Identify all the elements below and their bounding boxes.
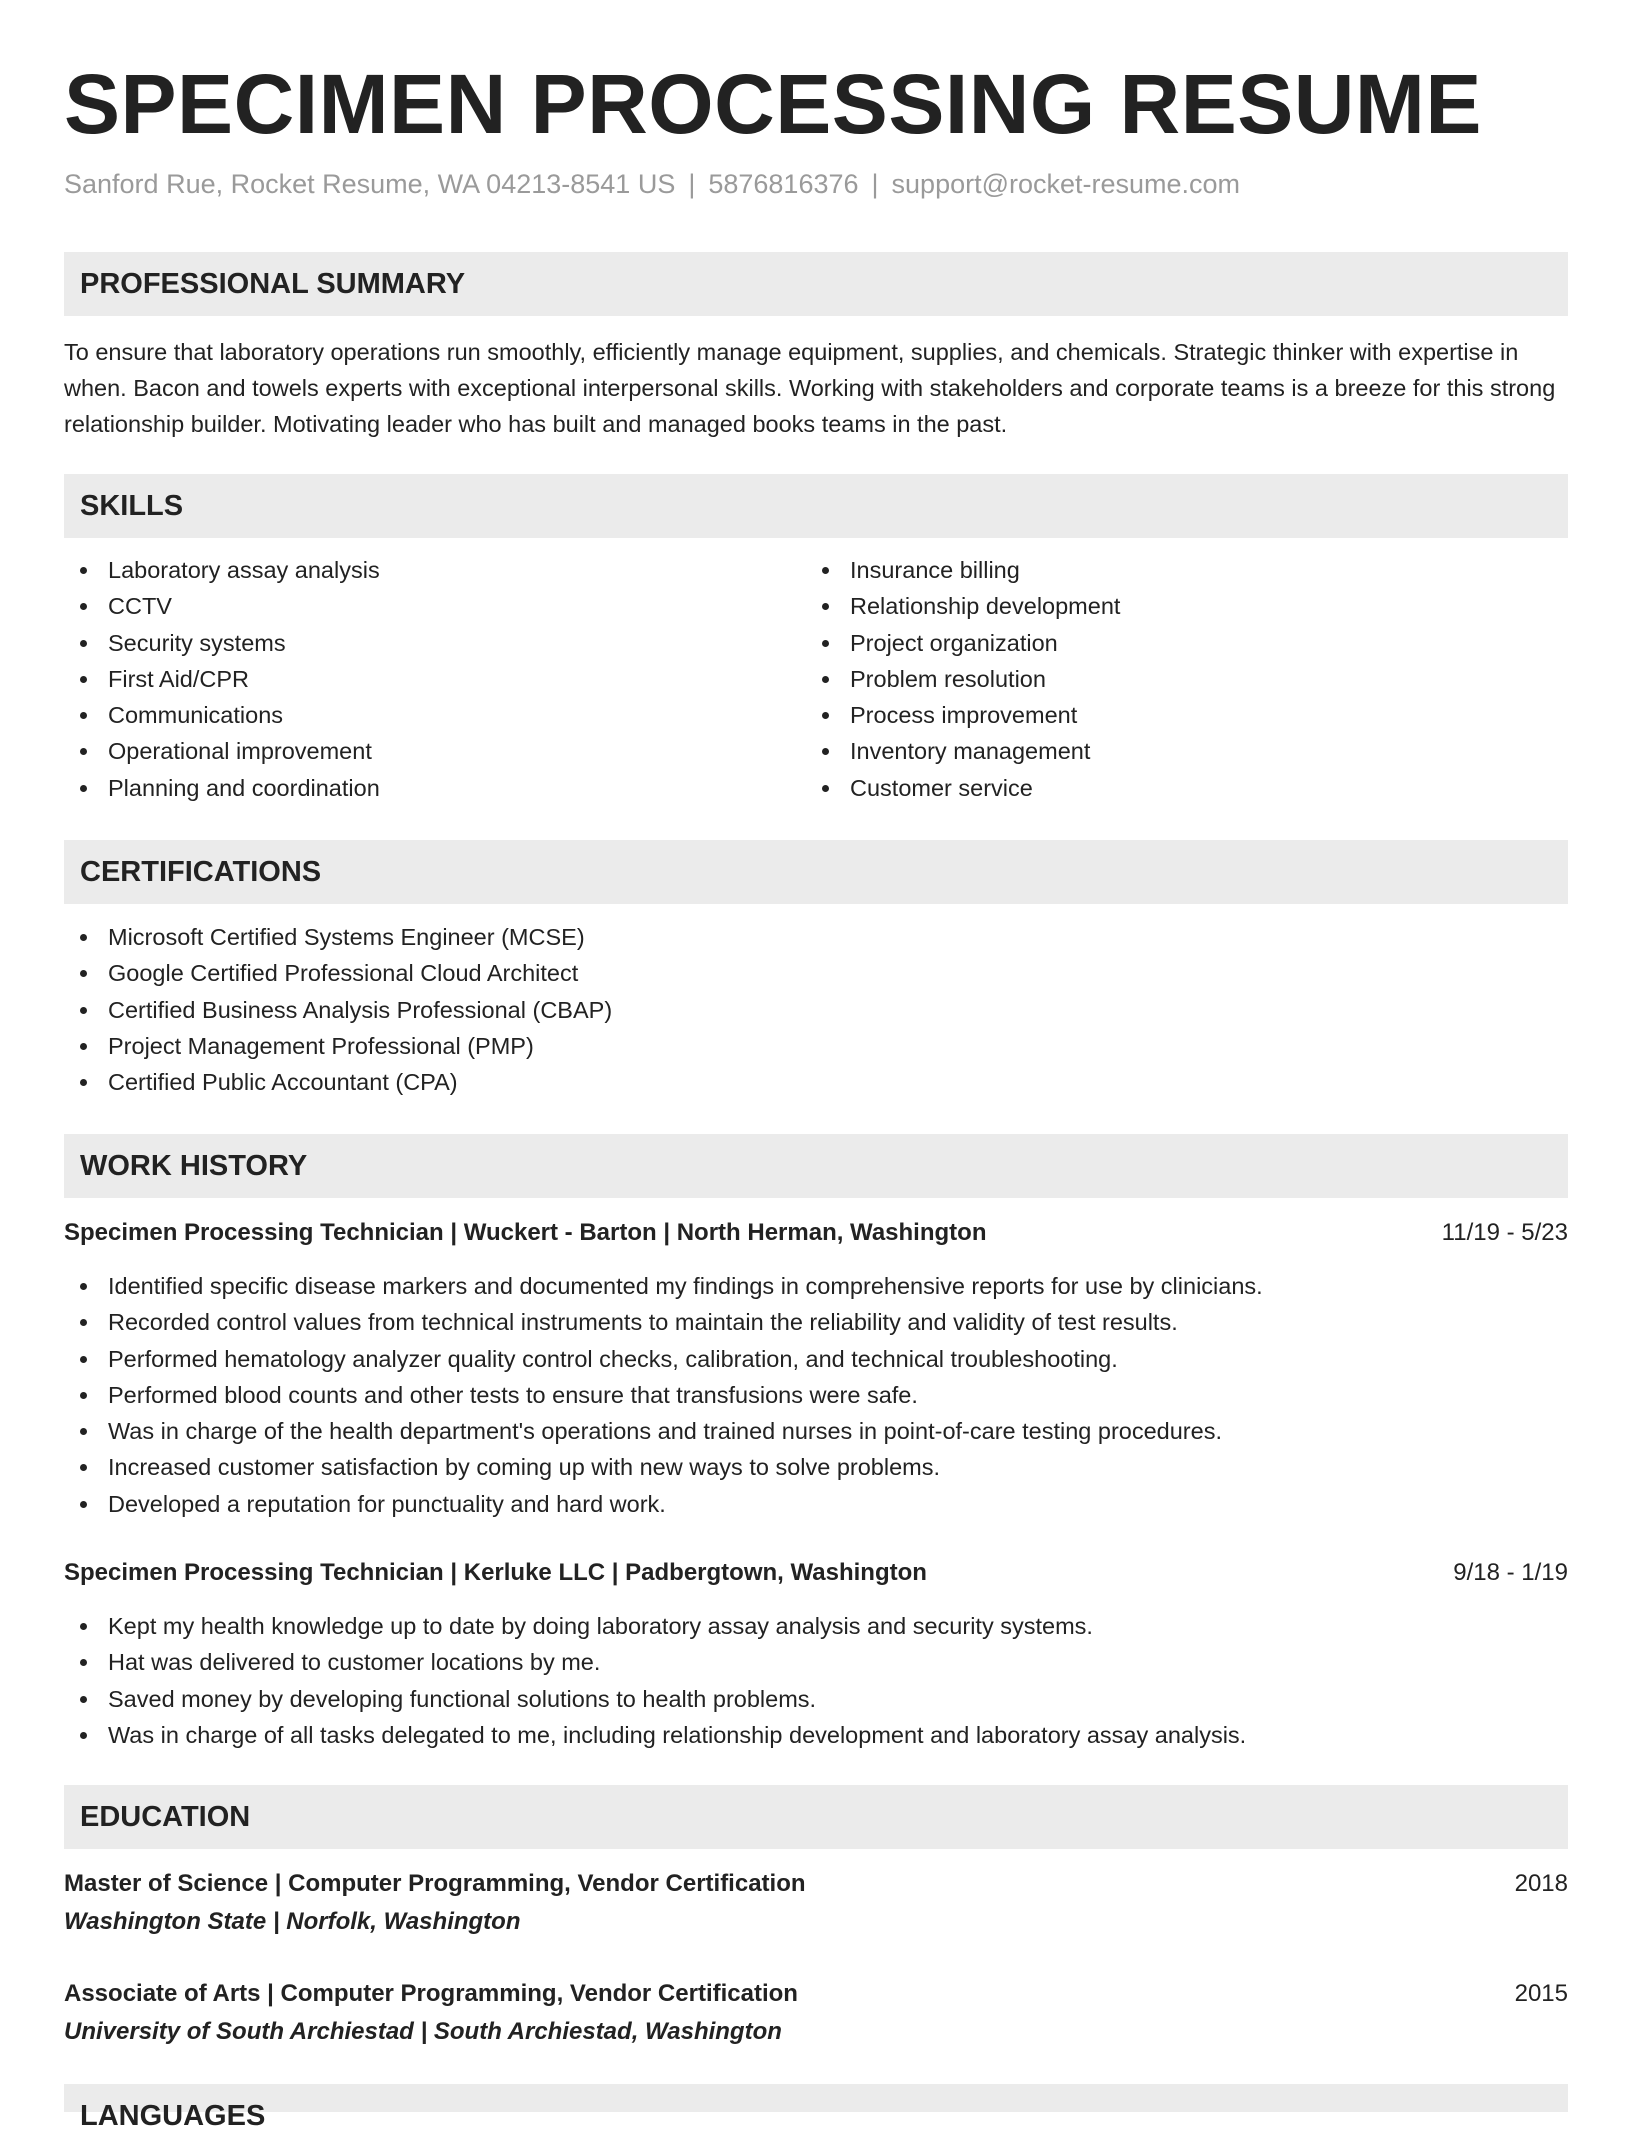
certification-item: Google Certified Professional Cloud Architect bbox=[64, 955, 612, 991]
contact-address: Sanford Rue, Rocket Resume, WA 04213-8541 US bbox=[64, 169, 676, 199]
contact-phone: 5876816376 bbox=[708, 169, 859, 199]
certification-item: Certified Business Analysis Professional (CBAP) bbox=[64, 992, 612, 1028]
job-bullet: Was in charge of all tasks delegated to me, including relationship development and laboratory assay analysis. bbox=[64, 1717, 1246, 1753]
job-bullet: Recorded control values from technical instruments to maintain the reliability and validity of test results. bbox=[64, 1304, 1263, 1340]
skill-item: First Aid/CPR bbox=[64, 661, 380, 697]
job-dates: 9/18 - 1/19 bbox=[1453, 1559, 1568, 1586]
skill-item: Inventory management bbox=[806, 733, 1120, 769]
resume-title: SPECIMEN PROCESSING RESUME bbox=[64, 57, 1482, 151]
job-bullet: Saved money by developing functional solutions to health problems. bbox=[64, 1681, 1246, 1717]
skill-item: Problem resolution bbox=[806, 661, 1120, 697]
certifications-list bbox=[64, 919, 612, 1100]
education-degree: Master of Science | Computer Programming, Vendor Certification bbox=[64, 1870, 806, 1897]
skill-item: Planning and coordination bbox=[64, 770, 380, 806]
skill-item: Customer service bbox=[806, 770, 1120, 806]
summary-text: To ensure that laboratory operations run smoothly, efficiently manage equipment, supplies, and chemicals. Strategic thinker with expertise in when. Bacon and towels experts with exceptional interpersonal skills. Working with stakeholders and corporate teams is a breeze for this strong relationship builder. Motivating leader who has built and managed books teams in the past. bbox=[64, 339, 1556, 437]
skill-item: Process improvement bbox=[806, 697, 1120, 733]
skill-item: Insurance billing bbox=[806, 552, 1120, 588]
skill-item: CCTV bbox=[64, 588, 380, 624]
job-bullets bbox=[64, 1608, 1246, 1753]
education-year: 2018 bbox=[1514, 1870, 1568, 1897]
job-bullet: Was in charge of the health department's operations and trained nurses in point-of-care testing procedures. bbox=[64, 1413, 1263, 1449]
skill-item: Operational improvement bbox=[64, 733, 380, 769]
skill-item: Relationship development bbox=[806, 588, 1120, 624]
job-bullet: Kept my health knowledge up to date by doing laboratory assay analysis and security systems. bbox=[64, 1608, 1246, 1644]
certification-item: Project Management Professional (PMP) bbox=[64, 1028, 612, 1064]
contact-line bbox=[64, 166, 1240, 202]
contact-separator: | bbox=[871, 169, 879, 199]
job-bullets bbox=[64, 1268, 1263, 1522]
contact-separator: | bbox=[688, 169, 696, 199]
skill-item: Laboratory assay analysis bbox=[64, 552, 380, 588]
job-bullet: Performed blood counts and other tests to ensure that transfusions were safe. bbox=[64, 1377, 1263, 1413]
job-bullet: Increased customer satisfaction by coming up with new ways to solve problems. bbox=[64, 1449, 1263, 1485]
job-bullet: Performed hematology analyzer quality control checks, calibration, and technical troubleshooting. bbox=[64, 1341, 1263, 1377]
section-header-languages: LANGUAGES bbox=[64, 2084, 1568, 2112]
job-title: Specimen Processing Technician | Wuckert - Barton | North Herman, Washington bbox=[64, 1219, 987, 1246]
education-year: 2015 bbox=[1514, 1980, 1568, 2007]
education-school: University of South Archiestad | South Archiestad, Washington bbox=[64, 2018, 782, 2045]
section-header-summary: PROFESSIONAL SUMMARY bbox=[64, 252, 1568, 316]
section-header-work-history: WORK HISTORY bbox=[64, 1134, 1568, 1198]
job-dates: 11/19 - 5/23 bbox=[1441, 1219, 1568, 1246]
education-school: Washington State | Norfolk, Washington bbox=[64, 1908, 521, 1935]
skills-list-right bbox=[806, 552, 1120, 806]
contact-email: support@rocket-resume.com bbox=[891, 169, 1241, 199]
section-header-skills: SKILLS bbox=[64, 474, 1568, 538]
job-bullet: Hat was delivered to customer locations by me. bbox=[64, 1644, 1246, 1680]
skills-list-left bbox=[64, 552, 380, 806]
certification-item: Certified Public Accountant (CPA) bbox=[64, 1064, 612, 1100]
skill-item: Security systems bbox=[64, 625, 380, 661]
job-bullet: Developed a reputation for punctuality and hard work. bbox=[64, 1486, 1263, 1522]
skill-item: Project organization bbox=[806, 625, 1120, 661]
section-header-education: EDUCATION bbox=[64, 1785, 1568, 1849]
job-title: Specimen Processing Technician | Kerluke LLC | Padbergtown, Washington bbox=[64, 1559, 927, 1586]
certification-item: Microsoft Certified Systems Engineer (MCSE) bbox=[64, 919, 612, 955]
skill-item: Communications bbox=[64, 697, 380, 733]
job-bullet: Identified specific disease markers and documented my findings in comprehensive reports for use by clinicians. bbox=[64, 1268, 1263, 1304]
education-degree: Associate of Arts | Computer Programming, Vendor Certification bbox=[64, 1980, 798, 2007]
section-header-certifications: CERTIFICATIONS bbox=[64, 840, 1568, 904]
